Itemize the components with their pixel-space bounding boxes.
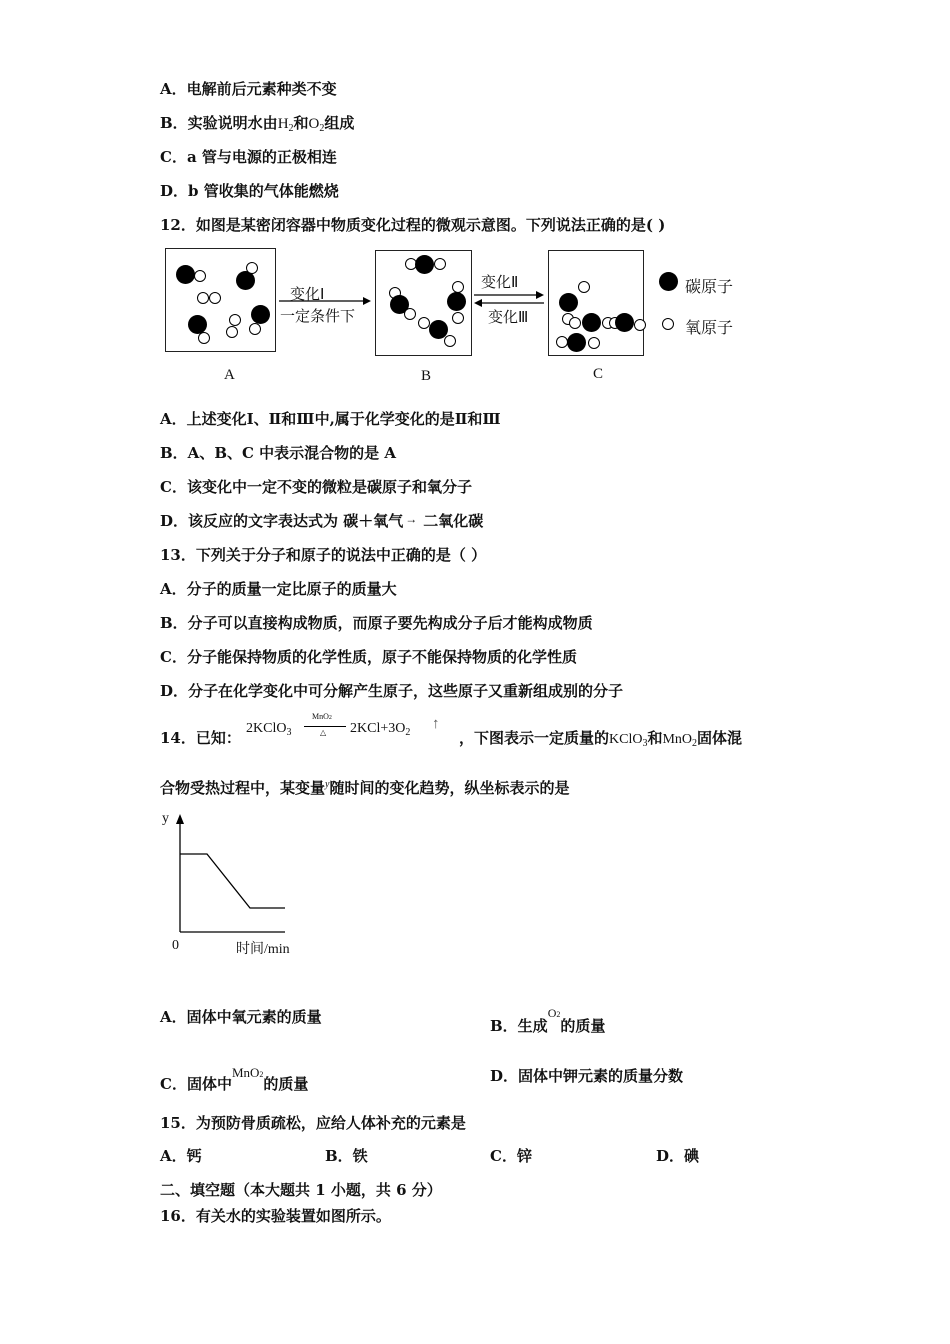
carbon-atom [615, 313, 634, 332]
q12-option-d: D．该反应的文字表达式为 碳＋氧气 → 二氧化碳 [160, 512, 484, 530]
q14-option-b: B．生成$^{O2}$的质量 [490, 1006, 606, 1035]
q14-equation: 2KClO$_3$ MnO2 △ $2KCl+3O_2$ ↑ [246, 712, 440, 738]
label-a: A [224, 367, 235, 383]
graph-x-label: 时间/min [236, 942, 290, 957]
q15-option-c: C．锌 [490, 1147, 532, 1165]
carbon-atom [447, 292, 466, 311]
oxygen-legend-icon [662, 318, 674, 330]
oxygen-atom [452, 312, 464, 324]
q12-option-a: A．上述变化Ⅰ、Ⅱ和Ⅲ中,属于化学变化的是Ⅱ和Ⅲ [160, 410, 501, 428]
q13-stem: 13．下列关于分子和原子的说法中正确的是（ ） [160, 546, 487, 564]
carbon-atom [559, 293, 578, 312]
oxygen-atom [578, 281, 590, 293]
legend-carbon-label: 碳原子 [685, 279, 734, 296]
diagram-box-b [375, 250, 472, 356]
oxygen-atom [588, 337, 600, 349]
carbon-atom [251, 305, 270, 324]
equation-bar [304, 726, 346, 727]
diagram-box-a [165, 248, 276, 352]
q14-option-d: D．固体中钾元素的质量分数 [490, 1067, 684, 1085]
q14-stem-line2: 合物受热过程中，某变量$^y$随时间的变化趋势，纵坐标表示的是 [160, 779, 570, 797]
oxygen-atom [434, 258, 446, 270]
change-2-label: 变化Ⅱ [481, 275, 519, 291]
carbon-atom [415, 255, 434, 274]
q11-option-c: C．a 管与电源的正极相连 [160, 148, 337, 166]
q15-option-a: A．钙 [160, 1147, 202, 1165]
condition-label: 一定条件下 [280, 309, 356, 325]
oxygen-atom [226, 326, 238, 338]
oxygen-atom [198, 332, 210, 344]
label-b: B [421, 368, 432, 384]
q15-option-d: D．碘 [656, 1147, 700, 1165]
q12-stem: 12．如图是某密闭容器中物质变化过程的微观示意图。下列说法正确的是( ) [160, 216, 666, 234]
carbon-atom [582, 313, 601, 332]
graph-origin-label: 0 [172, 938, 179, 953]
oxygen-atom [634, 319, 646, 331]
q11-option-d: D．b 管收集的气体能燃烧 [160, 182, 339, 200]
carbon-atom [176, 265, 195, 284]
q13-option-a: A．分子的质量一定比原子的质量大 [160, 580, 397, 598]
q11-option-a: A．电解前后元素种类不变 [160, 80, 337, 98]
q15-stem: 15．为预防骨质疏松，应给人体补充的元素是 [160, 1114, 466, 1132]
oxygen-atom [194, 270, 206, 282]
label-c: C [593, 366, 604, 382]
oxygen-atom [404, 308, 416, 320]
q14-graph [155, 810, 315, 960]
carbon-atom [567, 333, 586, 352]
oxygen-atom [209, 292, 221, 304]
section-2-title: 二、填空题（本大题共 1 小题，共 6 分） [160, 1181, 442, 1199]
oxygen-atom [569, 317, 581, 329]
q14-option-a: A．固体中氧元素的质量 [160, 1008, 322, 1026]
carbon-legend-icon [659, 272, 678, 291]
oxygen-atom [249, 323, 261, 335]
graph-y-label: y [162, 811, 169, 826]
oxygen-atom [197, 292, 209, 304]
q13-option-d: D．分子在化学变化中可分解产生原子，这些原子又重新组成别的分子 [160, 682, 624, 700]
q13-option-b: B．分子可以直接构成物质，而原子要先构成分子后才能构成物质 [160, 614, 593, 632]
change-3-label: 变化Ⅲ [488, 310, 529, 326]
q15-option-b: B．铁 [325, 1147, 368, 1165]
oxygen-atom [444, 335, 456, 347]
legend-oxygen-label: 氧原子 [685, 320, 734, 337]
oxygen-atom [229, 314, 241, 326]
gas-up-arrow-icon: ↑ [432, 716, 440, 732]
oxygen-atom [246, 262, 258, 274]
q14-stem-pre: 14．已知： [160, 729, 241, 747]
q12-option-b: B．A、B、C 中表示混合物的是 A [160, 444, 397, 462]
q14-option-c: C．固体中MnO2的质量 [160, 1065, 309, 1093]
diagram-box-c [548, 250, 644, 356]
q12-option-c: C．该变化中一定不变的微粒是碳原子和氧分子 [160, 478, 472, 496]
q16-stem: 16．有关水的实验装置如图所示。 [160, 1207, 391, 1225]
q13-option-c: C．分子能保持物质的化学性质，原子不能保持物质的化学性质 [160, 648, 577, 666]
change-1-label: 变化Ⅰ [290, 287, 325, 303]
q11-option-b: B．实验说明水由$H_2$和$O_2$组成 [160, 114, 355, 134]
q14-stem-rest: ，下图表示一定质量的KClO$_3$和MnO$_2$固体混 [459, 729, 743, 749]
